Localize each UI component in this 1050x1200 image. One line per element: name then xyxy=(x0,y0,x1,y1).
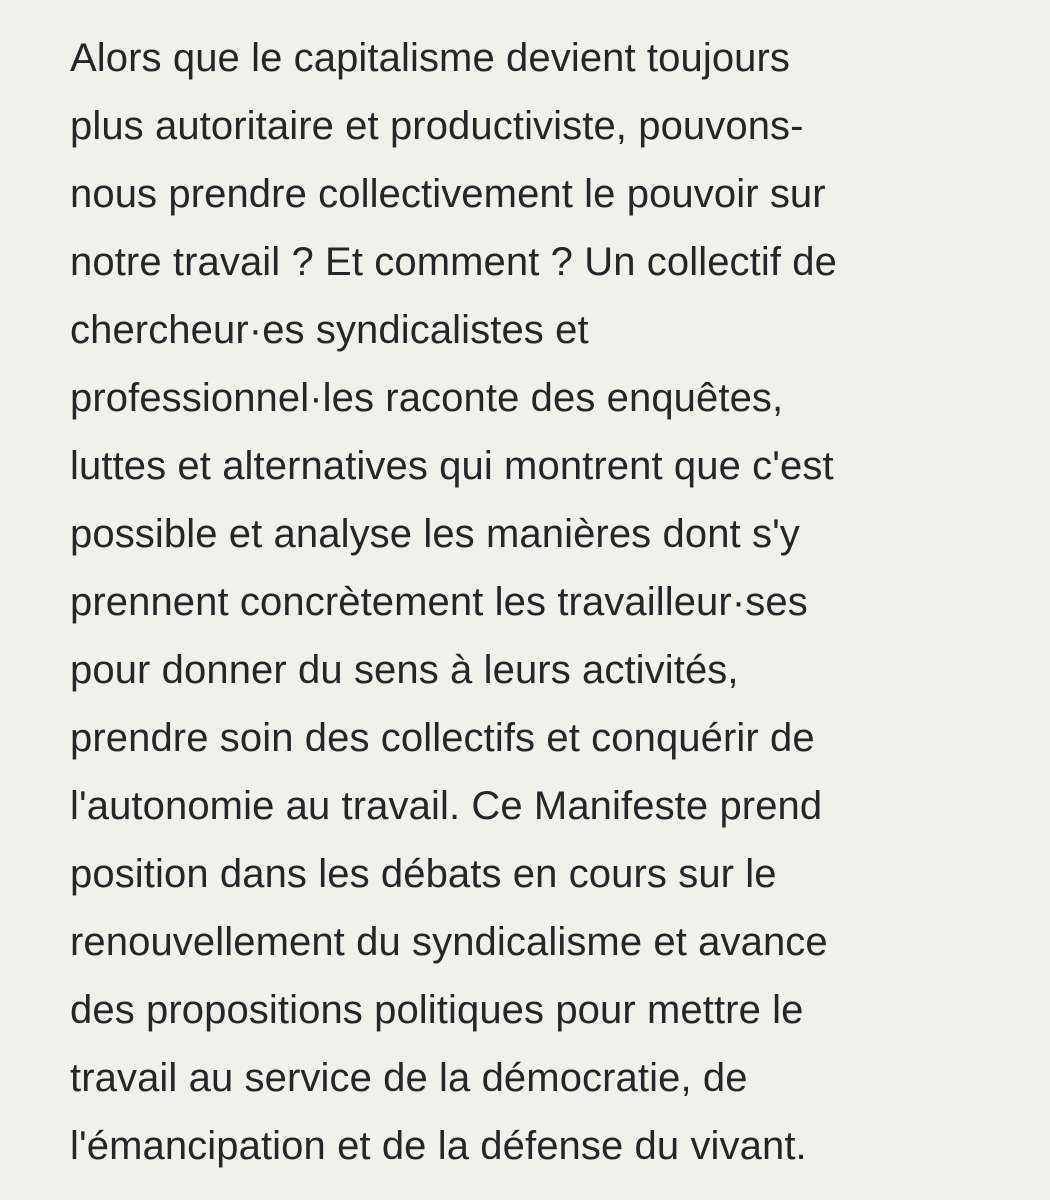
paragraph-line-8: possible et analyse les manières dont s'y xyxy=(70,512,800,556)
paragraph-line-6: professionnel·les raconte des enquêtes, xyxy=(70,376,784,420)
paragraph-line-10: pour donner du sens à leurs activités, xyxy=(70,648,739,692)
paragraph-line-7: luttes et alternatives qui montrent que c'est xyxy=(70,444,834,488)
paragraph-line-15: des propositions politiques pour mettre le xyxy=(70,988,804,1032)
paragraph-line-3: nous prendre collectivement le pouvoir sur xyxy=(70,172,826,216)
paragraph-line-13: position dans les débats en cours sur le xyxy=(70,852,777,896)
paragraph-line-14: renouvellement du syndicalisme et avance xyxy=(70,920,828,964)
paragraph-line-16: travail au service de la démocratie, de xyxy=(70,1056,748,1100)
paragraph-line-9: prennent concrètement les travailleur·ses xyxy=(70,580,808,624)
paragraph-line-12: l'autonomie au travail. Ce Manifeste prend xyxy=(70,784,823,828)
paragraph-line-2: plus autoritaire et productiviste, pouvons- xyxy=(70,104,804,148)
book-description-paragraph xyxy=(70,26,1030,1182)
paragraph-line-1: Alors que le capitalisme devient toujours xyxy=(70,36,791,80)
paragraph-line-5: chercheur·es syndicalistes et xyxy=(70,308,589,352)
paragraph-line-17: l'émancipation et de la défense du vivant. xyxy=(70,1124,807,1168)
paragraph-line-11: prendre soin des collectifs et conquérir de xyxy=(70,716,815,760)
paragraph-line-4: notre travail ? Et comment ? Un collectif de xyxy=(70,240,837,284)
